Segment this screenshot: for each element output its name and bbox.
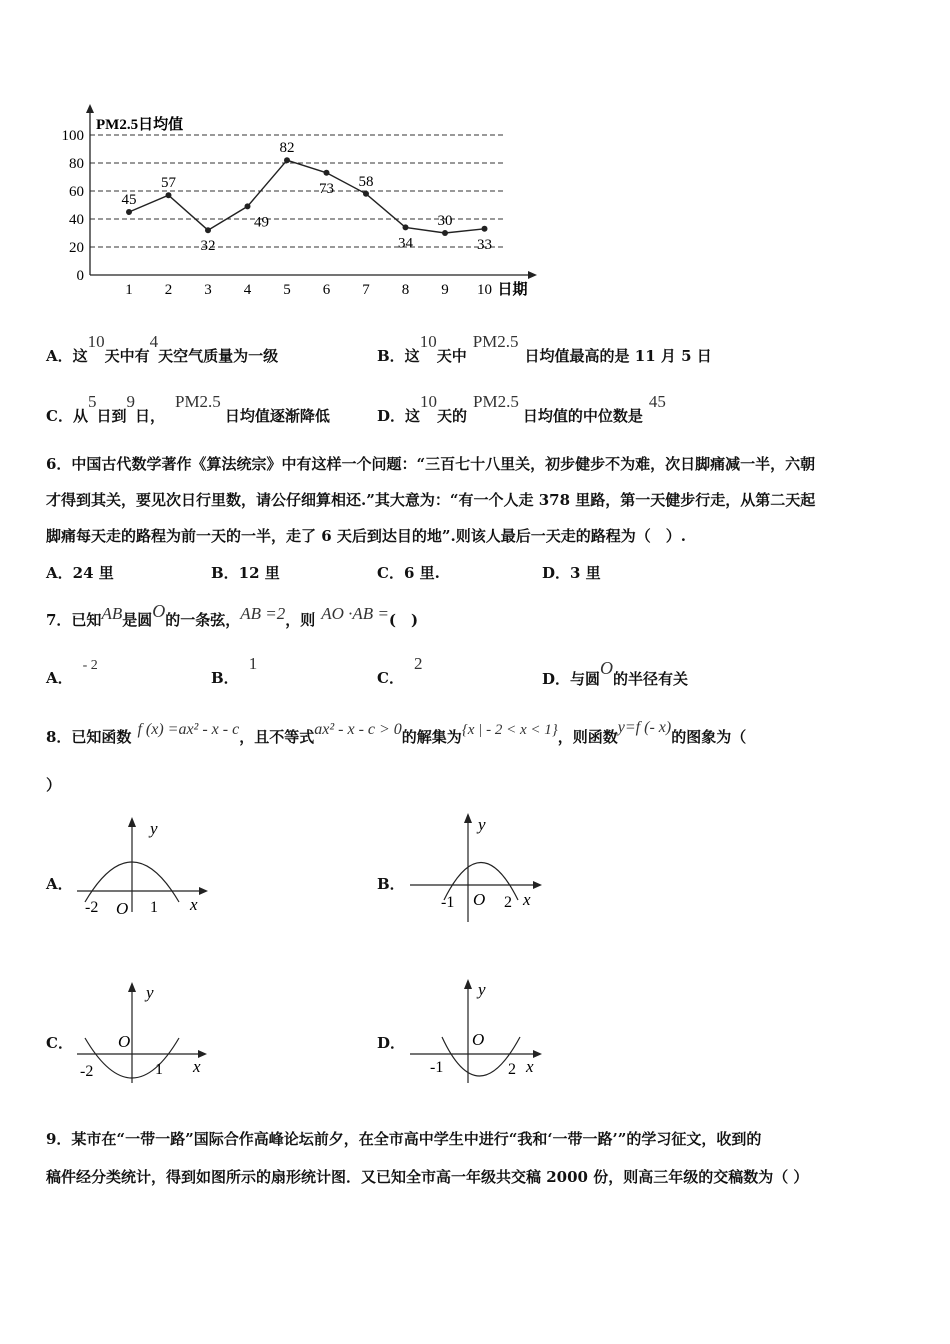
y-axis-title: PM2.5日均值 xyxy=(96,117,184,133)
series-line xyxy=(129,160,485,233)
right-root-label: 1 xyxy=(155,1061,163,1078)
q9-line: 9．某市在“一带一路”国际合作高峰论坛前夕，在全市高中学生中进行“我和‘一带一路’”的学习征文，收到的 xyxy=(46,1130,762,1148)
y-axis-arrow xyxy=(86,104,94,113)
option-label: B． xyxy=(211,669,239,687)
q8-text: ，且不等式 xyxy=(239,728,315,746)
q8-close-paren: ） xyxy=(46,776,62,794)
x-tick-label: 7 xyxy=(362,282,370,298)
y-axis-arrow xyxy=(128,817,136,827)
math-number: 45 xyxy=(648,392,666,411)
q7-text: 是圆 xyxy=(122,611,153,629)
math-set: {x | - 2 < x < 1} xyxy=(461,722,558,738)
graph-c xyxy=(75,978,215,1086)
math-ab: AB xyxy=(101,604,123,623)
x-tick-label: 1 xyxy=(125,282,133,298)
q6-option-b: B．12 里 xyxy=(211,564,280,582)
right-root-label: 1 xyxy=(150,899,158,916)
q7-option-d xyxy=(542,658,689,689)
math-number: 10 xyxy=(87,332,105,351)
q7-option-c xyxy=(377,654,423,688)
y-label: y xyxy=(150,819,158,838)
math-value: 1 xyxy=(248,654,258,673)
option-label: C．从 xyxy=(46,407,88,425)
q9-line: 稿件经分类统计，得到如图所示的扇形统计图．又已知全市高一年级共交稿 2000 份，则高三年级的交稿数为（ ） xyxy=(46,1168,809,1186)
origin-label: O xyxy=(118,1032,131,1051)
math-number: 5 xyxy=(87,392,97,411)
data-point xyxy=(126,209,132,215)
q6-option-a: A．24 里 xyxy=(46,564,114,582)
option-label: D．这 xyxy=(377,407,421,425)
option-label: B．这 xyxy=(377,347,420,365)
graph-a-label: A． xyxy=(46,875,73,893)
x-axis-arrow xyxy=(528,271,537,279)
x-tick-label: 2 xyxy=(164,282,173,298)
option-label: A． xyxy=(46,669,73,687)
data-label: 34 xyxy=(398,235,413,252)
q7-option-a xyxy=(46,658,98,690)
data-point xyxy=(245,203,251,209)
option-label: A．这 xyxy=(46,347,88,365)
x-label: x xyxy=(190,895,198,914)
option-text: 天空气质量为一级 xyxy=(158,347,279,365)
left-root-label: -1 xyxy=(441,894,455,911)
question-9 xyxy=(46,1120,910,1196)
math-number: 10 xyxy=(419,332,437,351)
q5-option-b xyxy=(377,332,712,366)
data-label: 57 xyxy=(161,175,176,192)
option-text: 日均值逐渐降低 xyxy=(224,407,330,425)
x-label: x xyxy=(523,890,531,909)
q6-line: 才得到其关，要见次日行里数，请公仔细算相还.”其大意为：“有一个人走 378 里路，第一天健步行走，从第二天起 xyxy=(46,491,816,509)
q6-option-d: D．3 里 xyxy=(542,564,601,582)
question-7 xyxy=(46,601,419,630)
y-tick-label: 0 xyxy=(76,268,84,284)
origin-label: O xyxy=(473,890,486,909)
graph-b xyxy=(408,810,548,925)
y-tick-label: 80 xyxy=(69,156,84,172)
right-root-label: 2 xyxy=(504,894,512,911)
left-root-label: -2 xyxy=(80,1063,94,1080)
x-axis-arrow xyxy=(533,881,542,889)
pm25-line-chart xyxy=(50,95,550,305)
data-label: 73 xyxy=(319,180,334,197)
data-label: 58 xyxy=(358,173,374,190)
graph-c-label: C． xyxy=(46,1034,73,1052)
option-label: C． xyxy=(377,669,404,687)
left-root-label: -1 xyxy=(430,1059,444,1076)
q5-option-a xyxy=(46,332,279,366)
math-inequality: ax² - x - c > 0 xyxy=(314,721,402,738)
x-tick-label: 4 xyxy=(243,282,252,298)
data-label: 45 xyxy=(121,192,137,208)
math-pm25: PM2.5 xyxy=(174,392,221,411)
origin-label: O xyxy=(116,899,129,918)
option-text: 的半径有关 xyxy=(613,670,689,688)
option-text: 天的 xyxy=(437,407,468,425)
option-label: D．与圆 xyxy=(542,670,601,688)
data-point xyxy=(205,227,211,233)
math-expression: AO ·AB = xyxy=(321,604,389,623)
q7-option-b xyxy=(211,654,258,688)
math-condition: AB =2 xyxy=(240,604,286,623)
data-point xyxy=(442,230,448,236)
x-tick-label: 8 xyxy=(401,282,410,298)
math-number: 4 xyxy=(149,332,159,351)
option-text: 日均值的中位数是 xyxy=(522,407,643,425)
math-number: 10 xyxy=(420,392,438,411)
graph-b-label: B． xyxy=(377,875,405,893)
data-point xyxy=(403,224,409,230)
x-axis-arrow xyxy=(199,887,208,895)
data-point xyxy=(482,226,488,232)
data-point xyxy=(284,157,290,163)
q6-option-c: C．6 里. xyxy=(377,564,440,582)
q7-text: ，则 xyxy=(285,611,316,629)
option-text: 天中有 xyxy=(104,347,150,365)
q8-text: 的解集为 xyxy=(401,728,462,746)
y-tick-label: 20 xyxy=(69,240,84,256)
option-text: 日， xyxy=(134,407,165,425)
y-tick-label: 100 xyxy=(61,128,84,144)
y-label: y xyxy=(478,815,486,834)
data-point xyxy=(363,191,369,197)
x-tick-label: 10 xyxy=(477,282,492,298)
math-o: O xyxy=(152,601,166,621)
y-label: y xyxy=(478,980,486,999)
q7-text: ( ) xyxy=(388,611,419,629)
option-text: 天中 xyxy=(436,347,467,365)
x-tick-label: 6 xyxy=(322,282,331,298)
q6-line: 脚痛每天走的路程为前一天的一半，走了 6 天后到达目的地”.则该人最后一天走的路程为（ ）. xyxy=(46,527,686,545)
y-label: y xyxy=(146,983,154,1002)
q7-text: 7．已知 xyxy=(46,611,102,629)
q8-text: 8．已知函数 xyxy=(46,728,132,746)
origin-label: O xyxy=(472,1030,485,1049)
left-root-label: -2 xyxy=(85,899,99,916)
y-axis-arrow xyxy=(464,979,472,989)
x-tick-label: 5 xyxy=(283,282,291,298)
x-tick-label: 3 xyxy=(204,282,212,298)
data-label: 30 xyxy=(437,213,453,229)
graph-d xyxy=(408,975,548,1087)
math-number: 9 xyxy=(126,392,135,411)
right-root-label: 2 xyxy=(508,1061,516,1078)
math-value: 2 xyxy=(413,654,423,673)
q7-text: 的一条弦， xyxy=(165,611,241,629)
data-label: 82 xyxy=(279,140,295,157)
math-value: - 2 xyxy=(82,658,98,673)
data-point xyxy=(166,192,172,198)
data-label: 49 xyxy=(254,214,269,231)
q6-line: 6．中国古代数学著作《算法统宗》中有这样一个问题：“三百七十八里关，初步健步不为难，次日脚痛减一半，六朝 xyxy=(46,455,816,473)
y-tick-label: 60 xyxy=(69,184,84,200)
x-tick-label: 9 xyxy=(441,282,449,298)
math-pm25: PM2.5 xyxy=(473,392,519,411)
question-8 xyxy=(46,719,747,748)
x-label: x xyxy=(526,1057,534,1076)
q8-text: ，则函数 xyxy=(557,728,618,746)
option-text: 日到 xyxy=(96,407,127,425)
graph-a xyxy=(75,814,215,919)
q5-option-c xyxy=(46,392,330,426)
q5-option-d xyxy=(377,392,666,426)
x-axis-title: 日期 xyxy=(497,282,528,298)
math-function: y=f (- x) xyxy=(617,719,672,736)
math-pm25: PM2.5 xyxy=(472,332,519,351)
graph-d-label: D． xyxy=(377,1034,406,1052)
x-label: x xyxy=(193,1057,201,1076)
math-function: f (x) =ax² - x - c xyxy=(137,721,240,738)
math-o: O xyxy=(600,658,614,678)
y-axis-arrow xyxy=(464,813,472,823)
data-label: 33 xyxy=(477,236,492,253)
y-tick-label: 40 xyxy=(69,212,84,228)
data-label: 32 xyxy=(200,238,216,255)
y-axis-arrow xyxy=(128,982,136,992)
data-point xyxy=(324,170,330,176)
question-6 xyxy=(46,446,910,554)
x-axis-arrow xyxy=(533,1050,542,1058)
q8-text: 的图象为（ xyxy=(671,728,747,746)
option-text: 日均值最高的是 11 月 5 日 xyxy=(524,347,712,365)
